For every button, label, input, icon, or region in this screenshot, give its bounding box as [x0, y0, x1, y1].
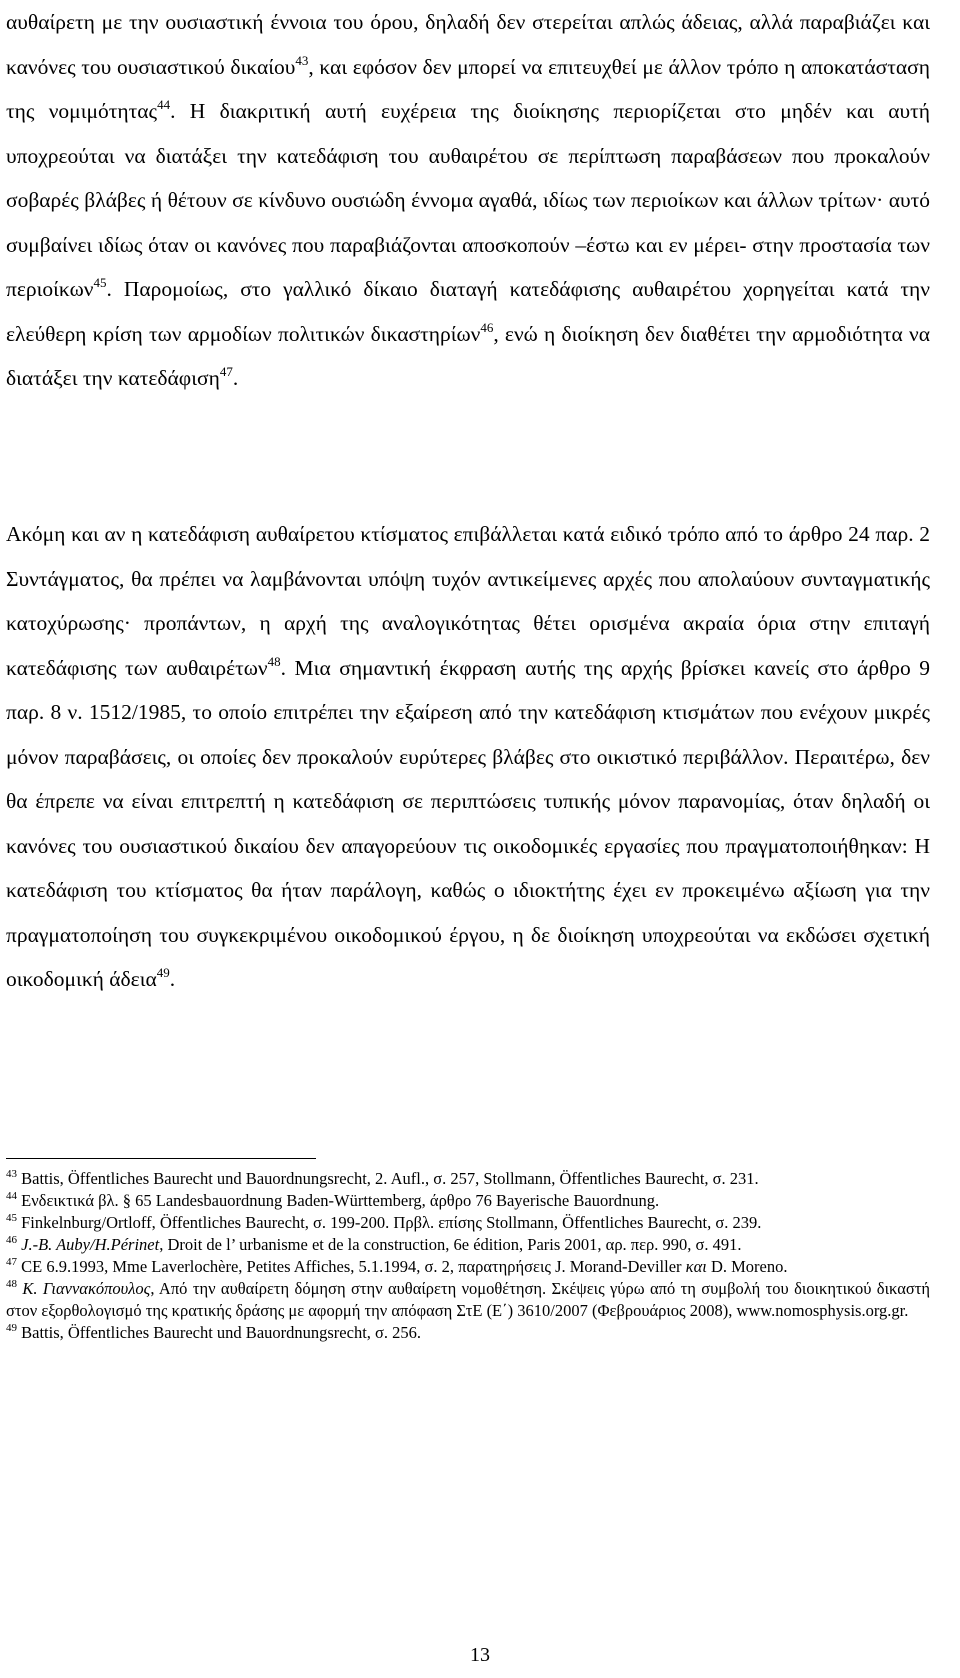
footnote-47	[6, 1256, 930, 1278]
footnote-number: 48	[6, 1278, 17, 1290]
footnote-text: , Από την αυθαίρετη δόμηση στην αυθαίρετη νομοθέτηση. Σκέψεις γύρω από τη συμβολή του διοικητικού δικαστή στον εξορθολογισμό της κρατικής δράσης με αφορμή την απόφαση ΣτΕ (Ε΄) 3610/2007 (Φεβρουάριος 2008), www.nomosphysis.org.gr.	[6, 1279, 930, 1320]
footnote-author: Κ. Γιαννακόπουλος	[22, 1279, 151, 1298]
footnote-text: , Droit de l’ urbanisme et de la construction, 6e édition, Paris 2001, αρ. περ. 990, σ. 491.	[159, 1235, 742, 1254]
page-number: 13	[470, 1644, 490, 1666]
footnote-ref-44[interactable]: 44	[157, 97, 171, 112]
footnote-ref-46[interactable]: 46	[480, 319, 494, 335]
text-run: .	[169, 967, 176, 991]
paragraph-text	[6, 0, 930, 401]
footnote-author: J.-B. Auby/H.Périnet	[21, 1235, 160, 1254]
text-run: , και εφόσον δεν μπορεί να επιτευχθεί με άλλον τρόπο η αποκατάσταση της νομιμότητας	[6, 54, 931, 123]
footnote-italic: και	[685, 1257, 707, 1276]
text-run: Ακόμη και αν η κατεδάφιση αυθαίρετου κτίσματος επιβάλλεται κατά ειδικό τρόπο από το άρθρο 24 παρ. 2 Συντάγματος, θα πρέπει να λαμβάνονται υπόψη τυχόν αντικείμενες αρχές που απολαύουν συνταγματικής κατοχύρωσης· προπάντων, η αρχή της αναλογικότητας θέτει ορισμένα ακραία όρια στην επιταγή κατεδάφισης των αυθαιρέτων	[6, 522, 930, 680]
paragraph-text	[6, 512, 930, 1002]
footnote-48	[6, 1278, 930, 1322]
footnote-number: 44	[6, 1190, 17, 1202]
footnote-number: 45	[6, 1212, 17, 1224]
footnote-number: 46	[6, 1234, 17, 1246]
footnote-ref-43[interactable]: 43	[295, 52, 309, 68]
footnote-text: Battis, Öffentliches Baurecht und Bauordnungsrecht, 2. Aufl., σ. 257, Stollmann, Öffentliches Baurecht, σ. 231.	[17, 1169, 759, 1188]
footnote-text: Finkelnburg/Ortloff, Öffentliches Baurecht, σ. 199-200. Πρβλ. επίσης Stollmann, Öffentliches Baurecht, σ. 239.	[17, 1213, 762, 1232]
footnotes	[6, 1168, 930, 1344]
footnote-separator	[6, 1158, 316, 1159]
footnote-text: Ενδεικτικά βλ. § 65 Landesbauordnung Baden-Württemberg, άρθρο 76 Bayerische Bauordnung.	[17, 1191, 660, 1210]
footnote-ref-48[interactable]: 48	[267, 653, 281, 669]
text-run: αυθαίρετη με την ουσιαστική έννοια του όρου, δηλαδή δεν στερείται απλώς άδειας, αλλά παραβιάζει και κανόνες του ουσιαστικού δικαίου	[6, 10, 930, 79]
footnote-ref-45[interactable]: 45	[93, 275, 107, 290]
body-paragraph-2	[6, 512, 930, 1002]
footnote-text: D. Moreno.	[706, 1257, 788, 1276]
footnote-number: 49	[6, 1322, 17, 1334]
text-run: . Μια σημαντική έκφραση αυτής της αρχής βρίσκει κανείς στο άρθρο 9 παρ. 8 ν. 1512/1985, το οποίο επιτρέπει την εξαίρεση από την κατεδάφιση κτισμάτων που ενέχουν μικρές μόνον παραβάσεις, οι οποίες δεν προκαλούν ευρύτερες βλάβες στο οικιστικό περιβάλλον. Περαιτέρω, δεν θα έπρεπε να είναι επιτρεπτή η κατεδάφιση σε περιπτώσεις τυπικής μόνον παρανομίας, όταν δηλαδή οι κανόνες του ουσιαστικού δικαίου δεν απαγορεύουν τις οικοδομικές εργασίες που πραγματοποιήθηκαν: Η κατεδάφιση του κτίσματος θα ήταν παράλογη, καθώς ο ιδιοκτήτης έχει εν προκειμένω αξίωση για την πραγματοποίηση του συγκεκριμένου οικοδομικού έργου, η δε διοίκηση υποχρεούται να εκδώσει σχετική οικοδομική άδεια	[6, 655, 930, 991]
footnote-ref-47[interactable]: 47	[219, 364, 233, 379]
body-paragraph-1	[6, 0, 930, 401]
footnote-46	[6, 1234, 930, 1256]
footnote-text: Battis, Öffentliches Baurecht und Bauordnungsrecht, σ. 256.	[17, 1323, 422, 1342]
text-run: .	[232, 366, 239, 390]
footnote-number: 43	[6, 1168, 17, 1180]
text-run: . Παρομοίως, στο γαλλικό δίκαιο διαταγή κατεδάφισης αυθαιρέτου χορηγείται κατά την ελεύθερη κρίση των αρμοδίων πολιτικών δικαστηρίων	[6, 277, 930, 346]
footnote-ref-49[interactable]: 49	[156, 965, 170, 980]
text-run: . Η διακριτική αυτή ευχέρεια της διοίκησης περιορίζεται στο μηδέν και αυτή υποχρεούται να διατάξει την κατεδάφιση του αυθαιρέτου σε περίπτωση παραβάσεων που προκαλούν σοβαρές βλάβες ή θέτουν σε κίνδυνο ουσιώδη έννομα αγαθά, ιδίως των περιοίκων και άλλων τρίτων· αυτό συμβαίνει ιδίως όταν οι κανόνες που παραβιάζονται αποσκοπούν –έστω και εν μέρει- στην προστασία των περιοίκων	[6, 99, 930, 301]
footnote-number: 47	[6, 1256, 17, 1268]
footnote-45	[6, 1212, 930, 1234]
text-run: , ενώ η διοίκηση δεν διαθέτει την αρμοδιότητα να διατάξει την κατεδάφιση	[6, 321, 930, 390]
footnote-43	[6, 1168, 930, 1190]
footnote-49	[6, 1322, 930, 1344]
footnote-text: CE 6.9.1993, Mme Laverlochère, Petites Affiches, 5.1.1994, σ. 2, παρατηρήσεις J. Morand-Deviller	[17, 1257, 686, 1276]
footnote-44	[6, 1190, 930, 1212]
